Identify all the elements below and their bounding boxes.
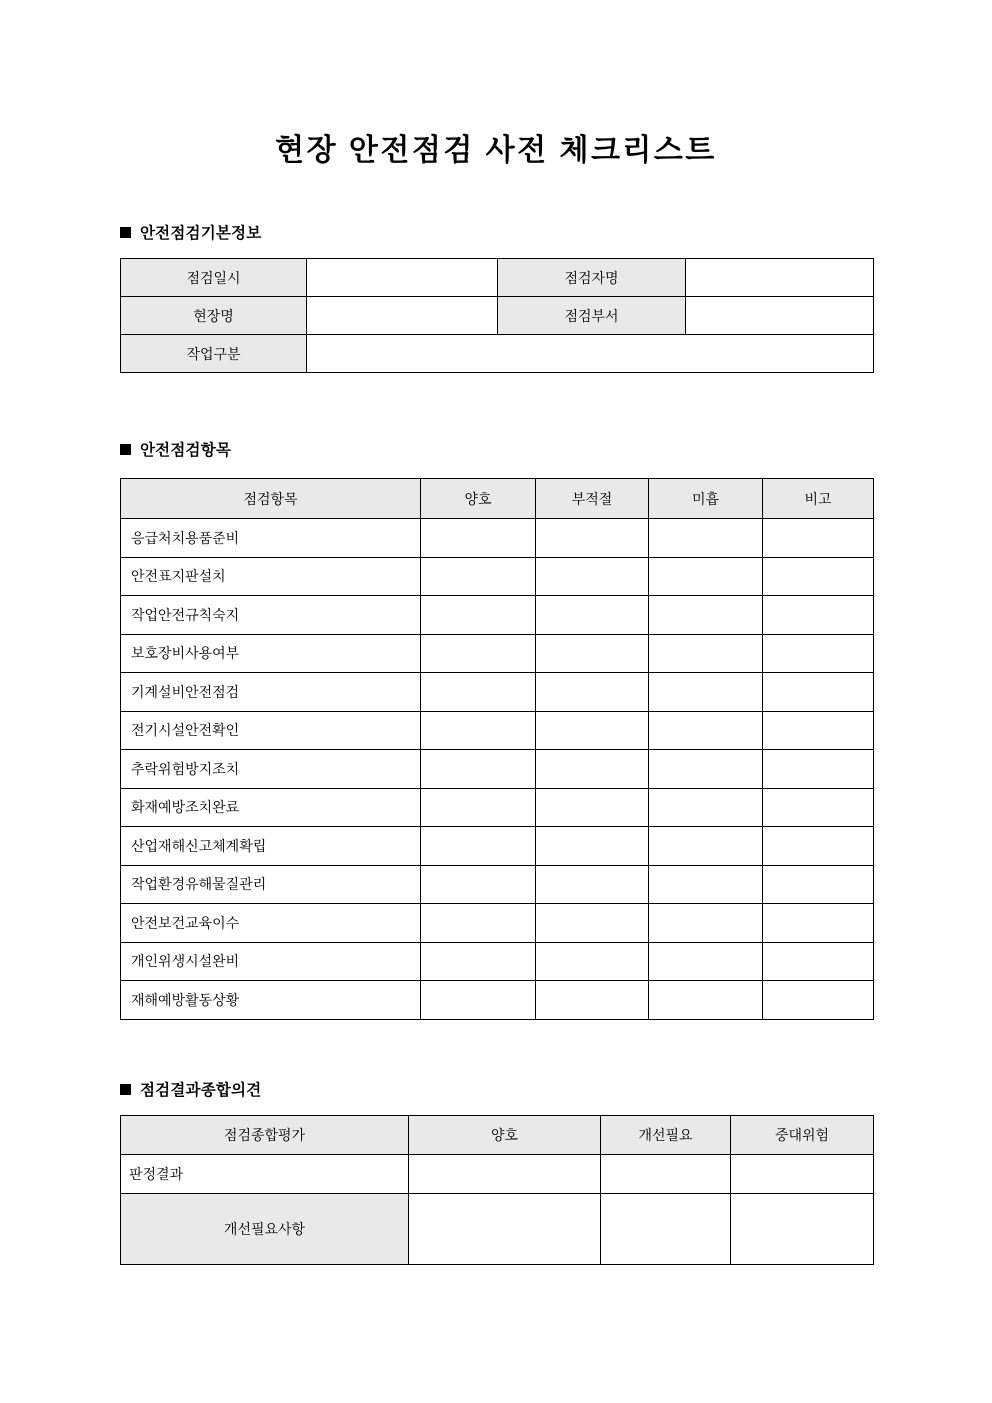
checklist-cell-remark[interactable] bbox=[763, 519, 874, 558]
checklist-cell-remark[interactable] bbox=[763, 634, 874, 673]
checklist-cell-poor[interactable] bbox=[649, 673, 763, 712]
square-bullet-icon bbox=[120, 1084, 131, 1095]
summary-cell-judgement-good[interactable] bbox=[409, 1155, 601, 1194]
checklist-cell-poor[interactable] bbox=[649, 634, 763, 673]
section-heading-checklist-label: 안전점검항목 bbox=[140, 442, 232, 459]
field-value-inspector-name[interactable] bbox=[686, 259, 874, 297]
summary-cell-judgement-needs-improvement[interactable] bbox=[601, 1155, 731, 1194]
column-header-good: 양호 bbox=[421, 479, 536, 519]
checklist-cell-remark[interactable] bbox=[763, 673, 874, 712]
field-value-inspection-datetime[interactable] bbox=[307, 259, 498, 297]
field-label-work-type: 작업구분 bbox=[121, 335, 307, 373]
checklist-cell-good[interactable] bbox=[421, 634, 536, 673]
summary-cell-improvement-critical-risk[interactable] bbox=[731, 1194, 874, 1265]
checklist-cell-poor[interactable] bbox=[649, 788, 763, 827]
checklist-cell-improper[interactable] bbox=[536, 865, 649, 904]
checklist-cell-remark[interactable] bbox=[763, 942, 874, 981]
checklist-cell-improper[interactable] bbox=[536, 634, 649, 673]
column-header-remark: 비고 bbox=[763, 479, 874, 519]
table-row bbox=[121, 1155, 874, 1194]
checklist-cell-good[interactable] bbox=[421, 788, 536, 827]
checklist-cell-improper[interactable] bbox=[536, 557, 649, 596]
summary-table bbox=[120, 1115, 874, 1265]
column-header-good: 양호 bbox=[409, 1116, 601, 1155]
field-label-inspection-datetime: 점검일시 bbox=[121, 259, 307, 297]
table-row bbox=[121, 634, 874, 673]
checklist-item-label: 안전보건교육이수 bbox=[121, 904, 421, 943]
table-row bbox=[121, 297, 874, 335]
checklist-cell-poor[interactable] bbox=[649, 750, 763, 789]
checklist-cell-remark[interactable] bbox=[763, 557, 874, 596]
checklist-cell-poor[interactable] bbox=[649, 711, 763, 750]
column-header-needs-improvement: 개선필요 bbox=[601, 1116, 731, 1155]
checklist-item-label: 화재예방조치완료 bbox=[121, 788, 421, 827]
table-row bbox=[121, 981, 874, 1020]
column-header-critical-risk: 중대위험 bbox=[731, 1116, 874, 1155]
table-row bbox=[121, 519, 874, 558]
page-title: 현장 안전점검 사전 체크리스트 bbox=[275, 134, 717, 167]
checklist-cell-good[interactable] bbox=[421, 942, 536, 981]
checklist-cell-good[interactable] bbox=[421, 711, 536, 750]
checklist-cell-good[interactable] bbox=[421, 981, 536, 1020]
checklist-item-label: 작업안전규칙숙지 bbox=[121, 596, 421, 635]
checklist-cell-remark[interactable] bbox=[763, 711, 874, 750]
square-bullet-icon bbox=[120, 227, 131, 238]
checklist-cell-improper[interactable] bbox=[536, 519, 649, 558]
section-heading-basic-info-label: 안전점검기본정보 bbox=[140, 225, 262, 242]
checklist-cell-good[interactable] bbox=[421, 557, 536, 596]
checklist-cell-good[interactable] bbox=[421, 673, 536, 712]
checklist-item-label: 산업재해신고체계확립 bbox=[121, 827, 421, 866]
table-row bbox=[121, 711, 874, 750]
field-value-site-name[interactable] bbox=[307, 297, 498, 335]
column-header-item: 점검항목 bbox=[121, 479, 421, 519]
field-label-inspection-department: 점검부서 bbox=[498, 297, 686, 335]
checklist-item-label: 전기시설안전확인 bbox=[121, 711, 421, 750]
checklist-cell-good[interactable] bbox=[421, 596, 536, 635]
checklist-cell-improper[interactable] bbox=[536, 981, 649, 1020]
checklist-cell-good[interactable] bbox=[421, 750, 536, 789]
checklist-cell-improper[interactable] bbox=[536, 942, 649, 981]
checklist-cell-improper[interactable] bbox=[536, 904, 649, 943]
square-bullet-icon bbox=[120, 444, 131, 455]
table-row bbox=[121, 942, 874, 981]
summary-cell-improvement-needs-improvement[interactable] bbox=[601, 1194, 731, 1265]
checklist-cell-poor[interactable] bbox=[649, 865, 763, 904]
checklist-cell-improper[interactable] bbox=[536, 596, 649, 635]
checklist-cell-poor[interactable] bbox=[649, 557, 763, 596]
table-row bbox=[121, 904, 874, 943]
summary-row-label-judgement: 판정결과 bbox=[121, 1155, 409, 1194]
table-row bbox=[121, 827, 874, 866]
table-header-row bbox=[121, 1116, 874, 1155]
checklist-cell-good[interactable] bbox=[421, 865, 536, 904]
table-row bbox=[121, 750, 874, 789]
checklist-cell-poor[interactable] bbox=[649, 519, 763, 558]
checklist-item-label: 안전표지판설치 bbox=[121, 557, 421, 596]
checklist-table bbox=[120, 478, 874, 1020]
checklist-cell-remark[interactable] bbox=[763, 827, 874, 866]
checklist-cell-good[interactable] bbox=[421, 519, 536, 558]
section-heading-basic-info bbox=[120, 221, 261, 243]
checklist-cell-improper[interactable] bbox=[536, 673, 649, 712]
column-header-overall-evaluation: 점검종합평가 bbox=[121, 1116, 409, 1155]
table-row bbox=[121, 259, 874, 297]
table-row bbox=[121, 335, 874, 373]
table-row bbox=[121, 557, 874, 596]
checklist-item-label: 보호장비사용여부 bbox=[121, 634, 421, 673]
checklist-cell-improper[interactable] bbox=[536, 827, 649, 866]
summary-row-label-improvement-items: 개선필요사항 bbox=[121, 1194, 409, 1265]
checklist-item-label: 개인위생시설완비 bbox=[121, 942, 421, 981]
checklist-cell-improper[interactable] bbox=[536, 788, 649, 827]
field-label-site-name: 현장명 bbox=[121, 297, 307, 335]
checklist-cell-poor[interactable] bbox=[649, 827, 763, 866]
table-row bbox=[121, 1194, 874, 1265]
table-row bbox=[121, 788, 874, 827]
checklist-item-label: 응급처치용품준비 bbox=[121, 519, 421, 558]
checklist-cell-remark[interactable] bbox=[763, 596, 874, 635]
section-heading-checklist bbox=[120, 438, 231, 460]
summary-cell-improvement-good[interactable] bbox=[409, 1194, 601, 1265]
checklist-item-label: 작업환경유해물질관리 bbox=[121, 865, 421, 904]
column-header-improper: 부적절 bbox=[536, 479, 649, 519]
section-heading-summary bbox=[120, 1078, 261, 1100]
field-label-inspector-name: 점검자명 bbox=[498, 259, 686, 297]
checklist-cell-remark[interactable] bbox=[763, 865, 874, 904]
checklist-cell-remark[interactable] bbox=[763, 981, 874, 1020]
checklist-cell-remark[interactable] bbox=[763, 904, 874, 943]
checklist-cell-poor[interactable] bbox=[649, 596, 763, 635]
section-heading-summary-label: 점검결과종합의견 bbox=[140, 1082, 262, 1099]
checklist-cell-improper[interactable] bbox=[536, 750, 649, 789]
table-row bbox=[121, 596, 874, 635]
checklist-cell-poor[interactable] bbox=[649, 981, 763, 1020]
checklist-item-label: 추락위험방지조치 bbox=[121, 750, 421, 789]
checklist-cell-good[interactable] bbox=[421, 827, 536, 866]
checklist-cell-poor[interactable] bbox=[649, 904, 763, 943]
checklist-cell-good[interactable] bbox=[421, 904, 536, 943]
table-row bbox=[121, 673, 874, 712]
summary-cell-judgement-critical-risk[interactable] bbox=[731, 1155, 874, 1194]
field-value-inspection-department[interactable] bbox=[686, 297, 874, 335]
basic-info-table bbox=[120, 258, 874, 373]
checklist-cell-improper[interactable] bbox=[536, 711, 649, 750]
table-row bbox=[121, 865, 874, 904]
table-header-row bbox=[121, 479, 874, 519]
column-header-poor: 미흡 bbox=[649, 479, 763, 519]
checklist-cell-remark[interactable] bbox=[763, 788, 874, 827]
checklist-item-label: 기계설비안전점검 bbox=[121, 673, 421, 712]
checklist-cell-remark[interactable] bbox=[763, 750, 874, 789]
checklist-item-label: 재해예방활동상황 bbox=[121, 981, 421, 1020]
checklist-cell-poor[interactable] bbox=[649, 942, 763, 981]
field-value-work-type[interactable] bbox=[307, 335, 874, 373]
